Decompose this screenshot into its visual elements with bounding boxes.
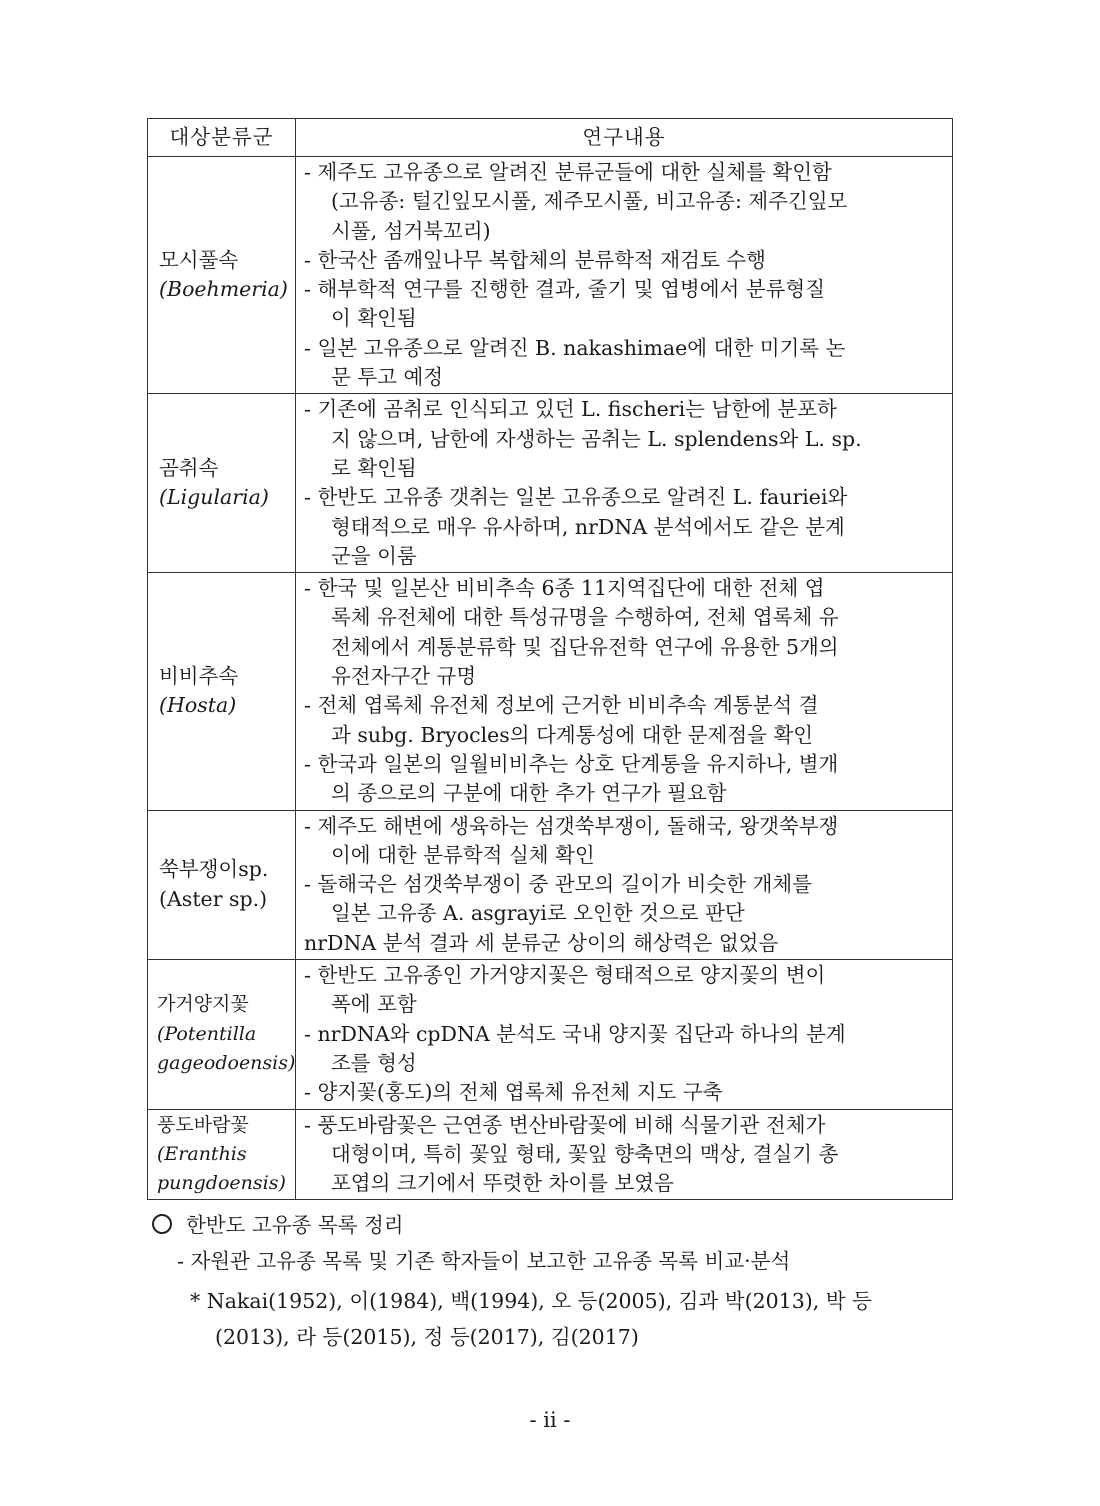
content-cell (296, 810, 953, 959)
section-heading (152, 1210, 404, 1240)
content-line: - 한국 및 일본산 비비추속 6종 11지역집단에 대한 전체 엽 (304, 576, 825, 601)
content-cell (296, 1109, 953, 1200)
table-row (148, 394, 953, 573)
content-line: - 한반도 고유종 갯취는 일본 고유종으로 알려진 L. fauriei와 (304, 485, 848, 510)
content-line: - 제주도 해변에 생육하는 섬갯쑥부쟁이, 돌해국, 왕갯쑥부쟁 (304, 813, 839, 838)
reference-note (190, 1283, 960, 1355)
taxon-cell (148, 157, 296, 394)
content-line: 록체 유전체에 대한 특성규명을 수행하여, 전체 엽록체 유 (331, 605, 839, 630)
table-row (148, 1109, 953, 1200)
reference-line: (2013), 라 등(2015), 정 등(2017), 김(2017) (215, 1325, 639, 1349)
taxon-scientific-name: pungdoensis) (157, 1172, 286, 1195)
content-line: 전체에서 계통분류학 및 집단유전학 연구에 유용한 5개의 (331, 634, 839, 659)
table-row (148, 810, 953, 959)
taxon-cell (148, 573, 296, 810)
content-line: 지 않으며, 남한에 자생하는 곰취는 L. splendens와 L. sp. (331, 426, 862, 451)
taxon-korean-name: 풍도바람꽃 (157, 1113, 249, 1136)
content-line: 이 확인됨 (331, 306, 417, 331)
section-item: - 자원관 고유종 목록 및 기존 학자들이 보고한 고유종 목록 비교·분석 (177, 1249, 791, 1273)
content-line: - nrDNA와 cpDNA 분석도 국내 양지꽃 집단과 하나의 분계 (304, 1021, 846, 1046)
content-line: - 해부학적 연구를 진행한 결과, 줄기 및 엽병에서 분류형질 (304, 277, 826, 302)
table-row (148, 573, 953, 810)
taxon-scientific-name: (Boehmeria) (159, 277, 288, 302)
taxon-korean-name: 모시풀속 (159, 247, 239, 272)
page-number: - ii - (529, 1408, 571, 1432)
content-line: 폭에 포함 (331, 992, 417, 1017)
taxon-scientific-name: (Potentilla (157, 1022, 257, 1045)
taxon-scientific-name: (Aster sp.) (159, 886, 268, 911)
taxon-cell (148, 810, 296, 959)
taxon-korean-name: 쑥부쟁이sp. (159, 857, 269, 882)
content-line: 이에 대한 분류학적 실체 확인 (331, 842, 595, 867)
content-line: 포엽의 크기에서 뚜렷한 차이를 보였음 (331, 1171, 674, 1196)
content-line: - 한반도 고유종인 가거양지꽃은 형태적으로 양지꽃의 변이 (304, 963, 826, 988)
taxon-scientific-name: (Hosta) (159, 693, 237, 718)
reference-line: * Nakai(1952), 이(1984), 백(1994), 오 등(2005), 김과 박(2013), 박 등 (190, 1289, 872, 1313)
section-title: 한반도 고유종 목록 정리 (186, 1213, 404, 1237)
content-cell (296, 394, 953, 573)
circle-bullet-icon (152, 1214, 172, 1234)
content-line: 군을 이룸 (331, 543, 417, 568)
table-row (148, 157, 953, 394)
content-cell (296, 960, 953, 1109)
research-table (147, 118, 953, 1200)
table-header-row (148, 119, 953, 157)
content-line: - 한국과 일본의 일월비비추는 상호 단계통을 유지하나, 별개 (304, 751, 839, 776)
header-taxon: 대상분류군 (148, 119, 296, 157)
content-line: 의 종으로의 구분에 대한 추가 연구가 필요함 (331, 781, 727, 806)
content-line: - 기존에 곰취로 인식되고 있던 L. fischeri는 남한에 분포하 (304, 397, 837, 422)
content-line: 형태적으로 매우 유사하며, nrDNA 분석에서도 같은 분계 (331, 514, 845, 539)
taxon-cell (148, 960, 296, 1109)
content-line: 문 투고 예정 (331, 365, 444, 390)
content-line: 대형이며, 특히 꽃잎 형태, 꽃잎 향축면의 맥상, 결실기 총 (331, 1141, 839, 1166)
table-row (148, 960, 953, 1109)
content-line: - 돌해국은 섬갯쑥부쟁이 중 관모의 길이가 비슷한 개체를 (304, 872, 813, 897)
content-line: 로 확인됨 (331, 455, 417, 480)
taxon-korean-name: 가거양지꽃 (157, 993, 249, 1016)
taxon-cell (148, 394, 296, 573)
content-line: - 전체 엽록체 유전체 정보에 근거한 비비추속 계통분석 결 (304, 693, 819, 718)
taxon-cell (148, 1109, 296, 1200)
content-line: 조를 형성 (331, 1050, 417, 1075)
content-line: 일본 고유종 A. asgrayi로 오인한 것으로 판단 (331, 901, 745, 926)
header-content: 연구내용 (296, 119, 953, 157)
taxon-korean-name: 곰취속 (159, 455, 219, 480)
taxon-scientific-name: gageodoensis) (157, 1051, 296, 1074)
content-line: - 일본 고유종으로 알려진 B. nakashimae에 대한 미기록 논 (304, 335, 846, 360)
content-line: (고유종: 털긴잎모시풀, 제주모시풀, 비고유종: 제주긴잎모 (331, 189, 848, 214)
content-cell (296, 573, 953, 810)
taxon-scientific-name: (Ligularia) (159, 485, 269, 510)
content-line: 과 subg. Bryocles의 다계통성에 대한 문제점을 확인 (331, 722, 814, 747)
content-line: - 한국산 좀깨잎나무 복합체의 분류학적 재검토 수행 (304, 247, 766, 272)
content-line: nrDNA 분석 결과 세 분류군 상이의 해상력은 없었음 (304, 930, 779, 955)
content-line: - 제주도 고유종으로 알려진 분류군들에 대한 실체를 확인함 (304, 160, 832, 184)
content-line: 유전자구간 규명 (331, 664, 477, 689)
content-cell (296, 157, 953, 394)
content-line: 시풀, 섬거북꼬리) (331, 218, 491, 243)
taxon-korean-name: 비비추속 (159, 664, 239, 689)
content-line: - 풍도바람꽃은 근연종 변산바람꽃에 비해 식물기관 전체가 (304, 1112, 826, 1137)
content-line: - 양지꽃(홍도)의 전체 엽록체 유전체 지도 구축 (304, 1080, 723, 1105)
taxon-scientific-name: (Eranthis (157, 1142, 247, 1165)
